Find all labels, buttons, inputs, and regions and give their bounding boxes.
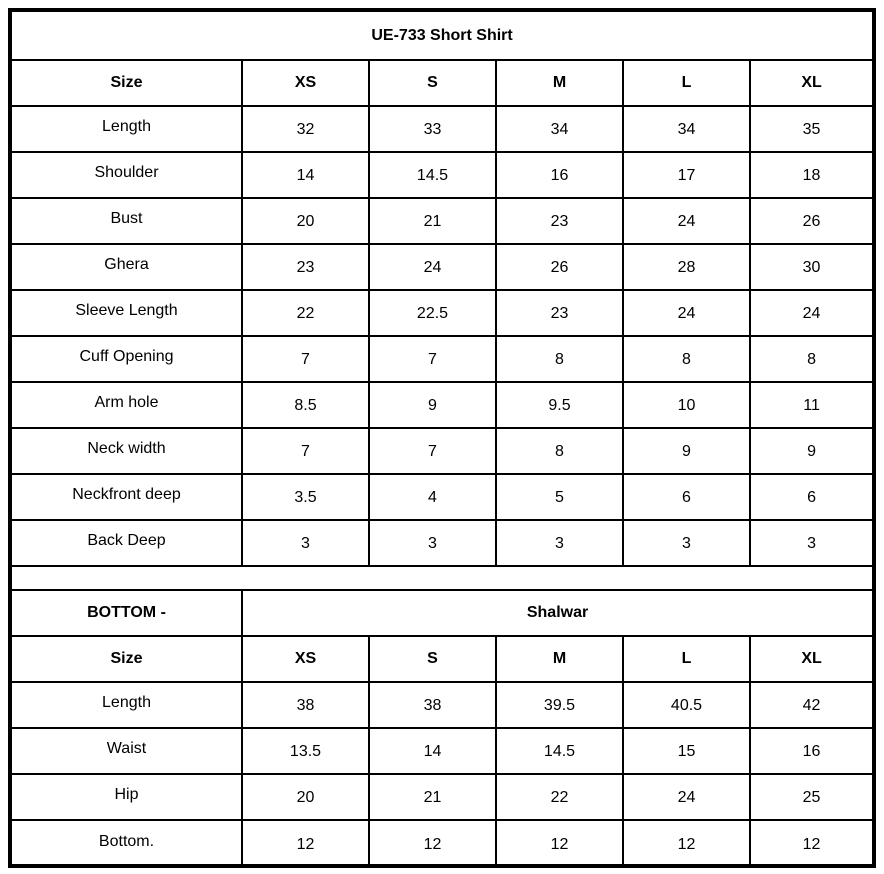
measurement-value: 25 — [750, 774, 872, 820]
top-size-header: S — [369, 60, 496, 106]
measurement-value: 14 — [369, 728, 496, 774]
measurement-value: 20 — [242, 774, 369, 820]
table-row — [12, 820, 872, 866]
measurement-value: 22 — [242, 290, 369, 336]
measurement-value: 8.5 — [242, 382, 369, 428]
measurement-value: 24 — [623, 774, 750, 820]
table-row — [12, 728, 872, 774]
measurement-value: 22.5 — [369, 290, 496, 336]
measurement-label: Length — [12, 106, 242, 152]
measurement-value: 3 — [623, 520, 750, 566]
measurement-value: 7 — [242, 336, 369, 382]
table-row — [12, 682, 872, 728]
measurement-value: 5 — [496, 474, 623, 520]
measurement-value: 26 — [496, 244, 623, 290]
measurement-label: Neckfront deep — [12, 474, 242, 520]
measurement-value: 12 — [369, 820, 496, 866]
measurement-value: 23 — [496, 198, 623, 244]
measurement-label: Waist — [12, 728, 242, 774]
measurement-value: 4 — [369, 474, 496, 520]
measurement-value: 9 — [750, 428, 872, 474]
measurement-label: Bottom. — [12, 820, 242, 866]
measurement-value: 28 — [623, 244, 750, 290]
measurement-label: Sleeve Length — [12, 290, 242, 336]
measurement-value: 3 — [496, 520, 623, 566]
measurement-value: 39.5 — [496, 682, 623, 728]
measurement-value: 10 — [623, 382, 750, 428]
measurement-value: 14.5 — [496, 728, 623, 774]
bottom-section-label: BOTTOM - — [12, 590, 242, 636]
top-size-header-row — [12, 60, 872, 106]
measurement-value: 14 — [242, 152, 369, 198]
measurement-value: 38 — [369, 682, 496, 728]
table-row — [12, 198, 872, 244]
table-row — [12, 382, 872, 428]
chart-title: UE-733 Short Shirt — [12, 12, 872, 60]
top-size-label: Size — [12, 60, 242, 106]
top-size-header: XL — [750, 60, 872, 106]
measurement-value: 11 — [750, 382, 872, 428]
measurement-value: 24 — [623, 198, 750, 244]
table-row — [12, 774, 872, 820]
measurement-value: 23 — [496, 290, 623, 336]
measurement-value: 32 — [242, 106, 369, 152]
measurement-value: 21 — [369, 198, 496, 244]
size-chart — [8, 8, 876, 868]
measurement-label: Shoulder — [12, 152, 242, 198]
measurement-value: 16 — [750, 728, 872, 774]
table-row — [12, 244, 872, 290]
measurement-value: 9 — [623, 428, 750, 474]
size-chart-table — [12, 12, 872, 866]
measurement-value: 21 — [369, 774, 496, 820]
measurement-value: 6 — [623, 474, 750, 520]
table-row — [12, 474, 872, 520]
section-spacer — [12, 566, 872, 590]
measurement-value: 12 — [242, 820, 369, 866]
measurement-value: 42 — [750, 682, 872, 728]
bottom-garment-name: Shalwar — [242, 590, 872, 636]
measurement-value: 24 — [623, 290, 750, 336]
bottom-size-header: XS — [242, 636, 369, 682]
top-size-header: XS — [242, 60, 369, 106]
top-size-header: M — [496, 60, 623, 106]
measurement-value: 3 — [242, 520, 369, 566]
measurement-value: 8 — [496, 428, 623, 474]
section-spacer-row — [12, 566, 872, 590]
measurement-value: 22 — [496, 774, 623, 820]
bottom-size-header: M — [496, 636, 623, 682]
measurement-label: Arm hole — [12, 382, 242, 428]
measurement-value: 20 — [242, 198, 369, 244]
measurement-value: 23 — [242, 244, 369, 290]
measurement-value: 3.5 — [242, 474, 369, 520]
measurement-value: 13.5 — [242, 728, 369, 774]
measurement-value: 15 — [623, 728, 750, 774]
measurement-value: 33 — [369, 106, 496, 152]
table-row — [12, 428, 872, 474]
measurement-label: Ghera — [12, 244, 242, 290]
measurement-label: Back Deep — [12, 520, 242, 566]
measurement-value: 24 — [369, 244, 496, 290]
bottom-size-header-row — [12, 636, 872, 682]
table-row — [12, 520, 872, 566]
measurement-value: 7 — [242, 428, 369, 474]
bottom-size-header: S — [369, 636, 496, 682]
measurement-value: 6 — [750, 474, 872, 520]
measurement-label: Neck width — [12, 428, 242, 474]
measurement-value: 7 — [369, 428, 496, 474]
measurement-value: 34 — [623, 106, 750, 152]
measurement-value: 26 — [750, 198, 872, 244]
bottom-size-header: L — [623, 636, 750, 682]
measurement-value: 40.5 — [623, 682, 750, 728]
measurement-value: 12 — [750, 820, 872, 866]
measurement-value: 14.5 — [369, 152, 496, 198]
top-size-header: L — [623, 60, 750, 106]
size-chart-body — [12, 12, 872, 866]
title-row — [12, 12, 872, 60]
bottom-size-header: XL — [750, 636, 872, 682]
table-row — [12, 290, 872, 336]
table-row — [12, 336, 872, 382]
measurement-value: 12 — [496, 820, 623, 866]
measurement-value: 12 — [623, 820, 750, 866]
table-row — [12, 106, 872, 152]
bottom-section-header-row — [12, 590, 872, 636]
measurement-value: 3 — [369, 520, 496, 566]
measurement-value: 7 — [369, 336, 496, 382]
measurement-value: 9 — [369, 382, 496, 428]
measurement-label: Bust — [12, 198, 242, 244]
measurement-value: 3 — [750, 520, 872, 566]
measurement-label: Cuff Opening — [12, 336, 242, 382]
table-row — [12, 152, 872, 198]
measurement-value: 8 — [623, 336, 750, 382]
measurement-value: 35 — [750, 106, 872, 152]
measurement-label: Hip — [12, 774, 242, 820]
measurement-value: 9.5 — [496, 382, 623, 428]
measurement-value: 38 — [242, 682, 369, 728]
bottom-size-label: Size — [12, 636, 242, 682]
measurement-value: 8 — [750, 336, 872, 382]
measurement-value: 30 — [750, 244, 872, 290]
measurement-value: 16 — [496, 152, 623, 198]
measurement-value: 17 — [623, 152, 750, 198]
measurement-value: 8 — [496, 336, 623, 382]
measurement-value: 18 — [750, 152, 872, 198]
measurement-value: 24 — [750, 290, 872, 336]
measurement-value: 34 — [496, 106, 623, 152]
measurement-label: Length — [12, 682, 242, 728]
